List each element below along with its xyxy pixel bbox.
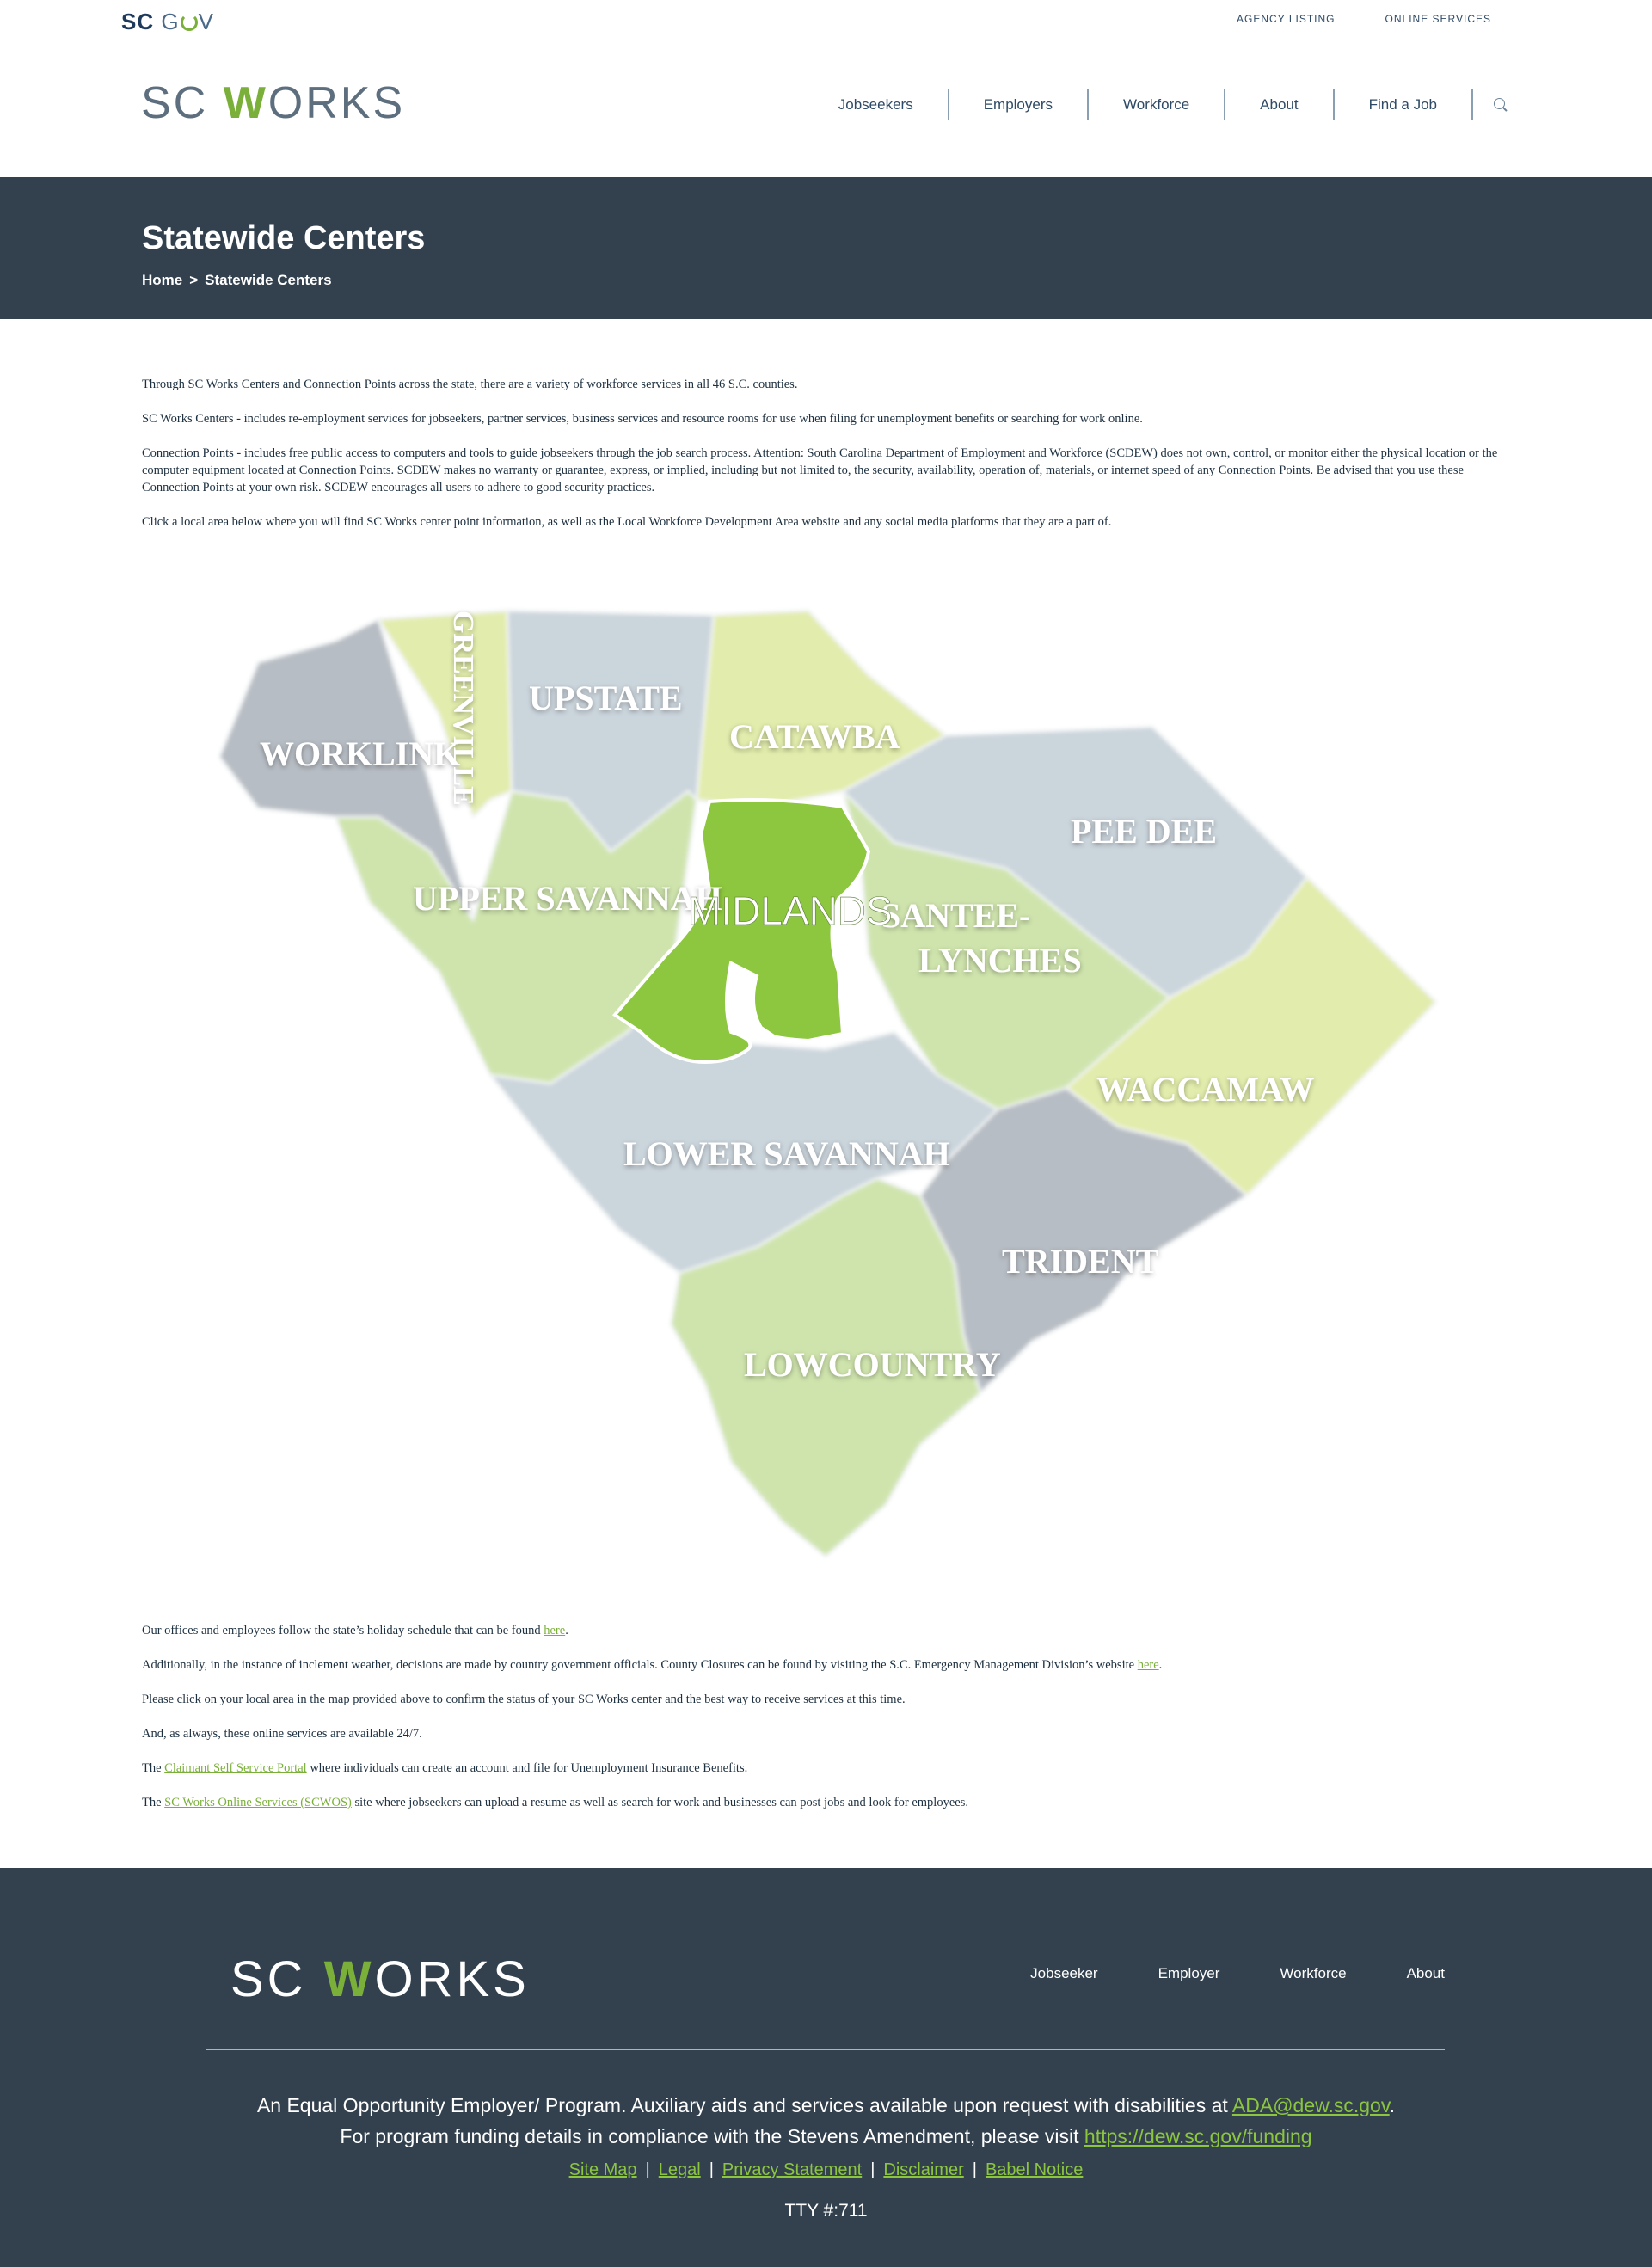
intro-paragraph-3: Connection Points - includes free public access to computers and tools to guide jobseekers through the job search process. Attention: South Carolina Department of Employment and Workforce (SCDEW) does not own, control, or monitor either the physical location or the computer equipment located at Connection Points. SCDEW makes no warranty or guarantee, express, or implied, including but not limited to, the security, availability, operation of, materials, or internet speed of any Connection Points. Be advised that you use these Connection Points at your own risk. SCDEW encourages all users to adhere to good security practices. (142, 446, 1498, 495)
label-upstate: UPSTATE (529, 679, 683, 717)
nav-employers[interactable]: Employers (949, 89, 1089, 120)
breadcrumb (142, 272, 332, 289)
eeo-text-end: . (1389, 2094, 1396, 2116)
nav-jobseekers[interactable]: Jobseekers (804, 89, 949, 120)
footer-logo-sc: SC (230, 1951, 324, 2007)
weather-text: Additionally, in the instance of inclement weather, decisions are made by country government officials. County Closures can be found by visiting the S.C. Emergency Management Division’s website (142, 1658, 1138, 1672)
footer-link-separator: | (870, 2160, 875, 2179)
weather-text-end: . (1158, 1658, 1163, 1672)
tty-number: TTY #:711 (784, 2201, 868, 2221)
site-footer (0, 1868, 1652, 2267)
utility-bar (0, 0, 1652, 41)
funding-text: For program funding details in compliance with the Stevens Amendment, please visit (340, 2125, 1084, 2147)
footer-eeo-statement (0, 2090, 1652, 2152)
footer-links (0, 2160, 1652, 2180)
scwos-paragraph (142, 1794, 1501, 1811)
claimant-paragraph (142, 1760, 1501, 1777)
utility-links (1237, 13, 1491, 25)
sc-gov-logo[interactable] (121, 9, 214, 35)
eeo-text: An Equal Opportunity Employer/ Program. Auxiliary aids and services available upon request with disabilities at (256, 2094, 1232, 2116)
label-waccamaw: WACCAMAW (1096, 1070, 1315, 1109)
sc-region-map (206, 593, 1445, 1574)
footer-nav-workforce[interactable]: Workforce (1280, 1965, 1347, 1981)
footer-logo-orks: ORKS (374, 1951, 530, 2007)
logo-text-w: W (223, 78, 268, 128)
footer-logo[interactable] (230, 1951, 530, 2008)
nav-find-a-job[interactable]: Find a Job (1335, 89, 1473, 120)
claimant-text: where individuals can create an account and file for Unemployment Insurance Benefits. (306, 1761, 748, 1775)
site-map-link[interactable]: Site Map (568, 2160, 637, 2179)
sc-gov-logo-sc: SC (121, 9, 155, 34)
label-lowcountry: LOWCOUNTRY (744, 1345, 1001, 1384)
intro-paragraph-4: Click a local area below where you will find SC Works center point information, as well as the Local Workforce Development Area website and any social media platforms that they are a part of. (142, 515, 1112, 529)
logo-text-sc: SC (141, 78, 224, 128)
babel-notice-link[interactable]: Babel Notice (985, 2160, 1084, 2179)
footer-nav (1030, 1965, 1445, 1982)
label-midlands: MIDLANDS (688, 888, 893, 933)
sc-works-logo[interactable] (141, 77, 405, 129)
click-map-paragraph: Please click on your local area in the map provided above to confirm the status of your SC Works center and the best way to receive services at this time. (142, 1693, 906, 1706)
label-lynches: LYNCHES (918, 941, 1082, 980)
intro-paragraph-2: SC Works Centers - includes re-employment services for jobseekers, partner services, business services and resource rooms for use when filing for unemployment benefits or searching for work online. (142, 412, 1143, 426)
footer-link-separator: | (972, 2160, 977, 2179)
scwos-link[interactable]: SC Works Online Services (SCWOS) (164, 1796, 352, 1809)
footer-nav-about[interactable]: About (1406, 1965, 1445, 1981)
label-trident: TRIDENT (1002, 1242, 1159, 1281)
footer-link-separator: | (709, 2160, 714, 2179)
footer-logo-w: W (323, 1951, 375, 2007)
label-greenville: GREENVILLE (447, 611, 479, 806)
breadcrumb-home[interactable]: Home (142, 272, 183, 288)
ada-email-link[interactable]: ADA@dew.sc.gov (1231, 2094, 1390, 2116)
label-worklink: WORKLINK (260, 734, 461, 773)
footer-divider (206, 2049, 1445, 2050)
label-catawba: CATAWBA (729, 717, 900, 756)
nav-workforce[interactable]: Workforce (1089, 89, 1225, 120)
search-icon[interactable] (1473, 89, 1526, 120)
site-header (0, 41, 1652, 177)
claimant-portal-link[interactable]: Claimant Self Service Portal (164, 1761, 307, 1775)
emergency-management-link[interactable]: here (1137, 1658, 1159, 1672)
label-santee: SANTEE- (881, 896, 1031, 935)
scwos-text-start: The (142, 1796, 165, 1809)
holiday-text-end: . (565, 1624, 568, 1637)
holiday-text: Our offices and employees follow the state’s holiday schedule that can be found (142, 1624, 544, 1637)
sc-gov-logo-g: G (161, 9, 180, 34)
lower-text (142, 1622, 1501, 1828)
claimant-text-start: The (142, 1761, 165, 1775)
footer-link-separator: | (645, 2160, 650, 2179)
online-services-link[interactable]: ONLINE SERVICES (1385, 13, 1491, 25)
holiday-paragraph (142, 1622, 1501, 1639)
label-pee-dee: PEE DEE (1071, 812, 1218, 851)
agency-listing-link[interactable]: AGENCY LISTING (1237, 13, 1336, 25)
privacy-statement-link[interactable]: Privacy Statement (722, 2160, 863, 2179)
nav-about[interactable]: About (1225, 89, 1334, 120)
holiday-link[interactable]: here (544, 1624, 566, 1637)
scwos-text: site where jobseekers can upload a resume as well as search for work and businesses can post jobs and look for employees. (351, 1796, 968, 1809)
breadcrumb-current: Statewide Centers (205, 272, 332, 288)
online-services-paragraph: And, as always, these online services are available 24/7. (142, 1727, 422, 1741)
legal-link[interactable]: Legal (658, 2160, 701, 2179)
sc-gov-logo-o-icon (181, 14, 198, 31)
footer-nav-employer[interactable]: Employer (1158, 1965, 1220, 1981)
page-title: Statewide Centers (142, 220, 426, 256)
region-map-svg (206, 593, 1445, 1574)
label-lower-savannah: LOWER SAVANNAH (623, 1134, 950, 1173)
eeo-line-2 (0, 2121, 1652, 2152)
intro-text (142, 376, 1501, 548)
eeo-line-1 (0, 2090, 1652, 2121)
page-banner (0, 177, 1652, 319)
disclaimer-link[interactable]: Disclaimer (883, 2160, 964, 2179)
logo-text-orks: ORKS (267, 78, 406, 128)
sc-gov-logo-v: V (198, 9, 214, 34)
main-nav (804, 89, 1526, 120)
intro-paragraph-1: Through SC Works Centers and Connection Points across the state, there are a variety of workforce services in all 46 S.C. counties. (142, 378, 798, 391)
label-upper-savannah: UPPER SAVANNAH (413, 879, 722, 918)
footer-nav-jobseeker[interactable]: Jobseeker (1030, 1965, 1098, 1981)
funding-link[interactable]: https://dew.sc.gov/funding (1084, 2125, 1312, 2147)
weather-paragraph (142, 1656, 1501, 1674)
breadcrumb-separator: > (189, 272, 199, 288)
